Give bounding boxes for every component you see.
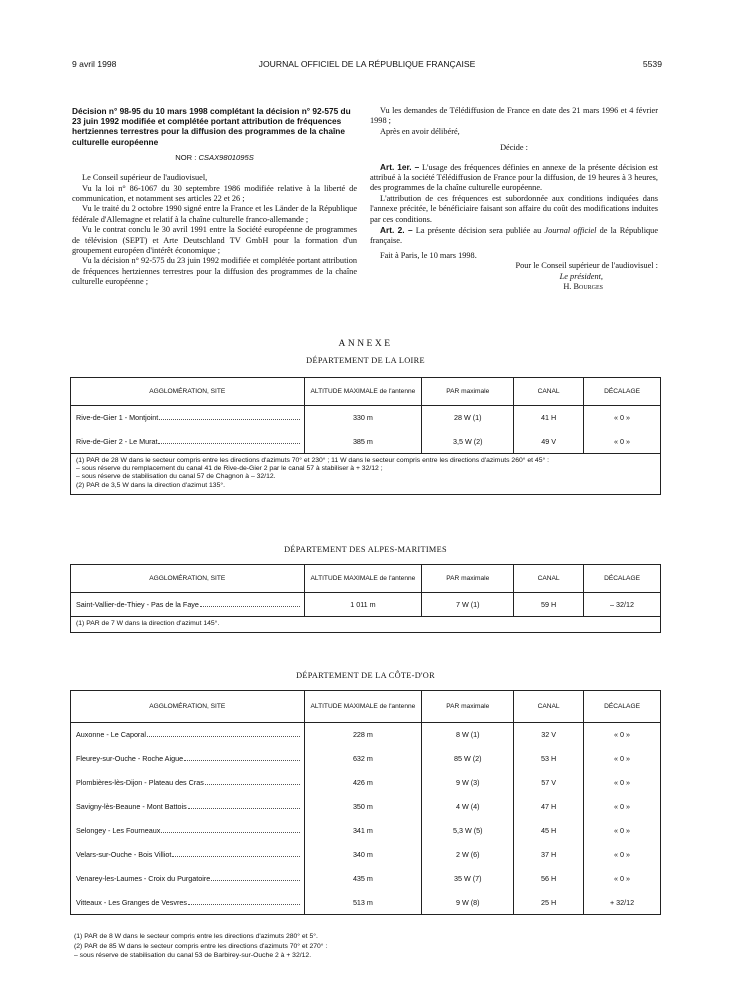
- table-loire: [70, 377, 661, 495]
- col-par-header: PAR maximale: [422, 565, 514, 593]
- par-cell: 3,5 W (2): [422, 430, 514, 454]
- col-par-header: PAR maximale: [422, 378, 514, 406]
- altitude-cell: 435 m: [304, 867, 422, 891]
- note: (2) PAR de 85 W dans le secteur compris entre les directions d'azimuts 70° et 270° :: [74, 942, 328, 950]
- col-altitude-header: ALTITUDE MAXIMALE de l'antenne: [304, 565, 422, 593]
- canal-cell: 59 H: [514, 593, 584, 617]
- note: – sous réserve de stabilisation du canal 57 de Chagnon à – 32/12.: [76, 473, 276, 481]
- decision-title: Décision n° 98-95 du 10 mars 1998 complétant la décision n° 92-575 du 23 juin 1992 modifiée et complétée portant attribution de fréquences hertziennes terrestres pour la diffusion des programmes de la chaîne culturelle européenne: [72, 106, 351, 147]
- altitude-cell: 513 m: [304, 891, 422, 915]
- dept-cote-dor-heading: DÉPARTEMENT DE LA CÔTE-D'OR: [296, 671, 435, 680]
- site-name: Velars-sur-Ouche - Bois Villiot: [76, 850, 172, 859]
- table-row: [71, 430, 661, 454]
- note: (1) PAR de 8 W dans le secteur compris entre les directions d'azimuts 280° et 5°.: [74, 933, 318, 940]
- nor-reference: [72, 153, 357, 163]
- running-head: [72, 59, 662, 71]
- page-number: 5539: [642, 59, 662, 69]
- site-name: Plombières-lès-Dijon - Plateau des Cras: [76, 778, 204, 787]
- note: – sous réserve du remplacement du canal 41 de Rive-de-Gier 2 par le canal 57 à stabiliser à + 32/12 ;: [76, 465, 383, 473]
- table-row: [71, 795, 661, 819]
- annexe-title: ANNEXE: [338, 339, 393, 349]
- visa-3: Vu le contrat conclu le 30 avril 1991 entre la Société européenne de programmes de télévision (SEPT) et Arte Deutschland TV GmbH pour la formation d'un groupement européen d'intérêt économique ;: [72, 225, 357, 256]
- canal-cell: 57 V: [514, 771, 584, 795]
- article-1: [370, 162, 658, 194]
- altitude-cell: 330 m: [304, 406, 422, 430]
- site-name: Savigny-lès-Beaune - Mont Battois: [76, 802, 187, 811]
- table-row: [71, 406, 661, 430]
- canal-cell: 41 H: [514, 406, 584, 430]
- table-row: [71, 843, 661, 867]
- col-canal-header: CANAL: [514, 691, 584, 723]
- signature-line-1: Pour le Conseil supérieur de l'audiovisuel :: [515, 261, 658, 271]
- decision-right-column: [370, 106, 658, 293]
- article-2-label: Art. 2. –: [380, 225, 413, 236]
- par-cell: 9 W (3): [422, 771, 514, 795]
- col-canal-header: CANAL: [514, 378, 584, 406]
- table-row: [71, 819, 661, 843]
- col-canal-header: CANAL: [514, 565, 584, 593]
- table-header-row: [71, 378, 661, 406]
- par-cell: 35 W (7): [422, 867, 514, 891]
- note: – sous réserve de stabilisation du canal 53 de Barbirey-sur-Ouche 2 à + 32/12.: [74, 952, 312, 960]
- article-2-journal: Journal officiel: [544, 226, 597, 236]
- table-notes: [71, 617, 661, 633]
- article-2-text-b: de la République française.: [370, 226, 659, 246]
- decalage-cell: – 32/12: [584, 593, 661, 617]
- visa-5: Vu les demandes de Télédiffusion de France en date des 21 mars 1996 et 4 février 1998 ;: [370, 106, 658, 126]
- decalage-cell: « 0 »: [584, 843, 661, 867]
- decalage-cell: « 0 »: [584, 430, 661, 454]
- canal-cell: 25 H: [514, 891, 584, 915]
- article-1-label: Art. 1er. –: [380, 161, 420, 172]
- col-altitude-header: ALTITUDE MAXIMALE de l'antenne: [304, 691, 422, 723]
- col-decalage-header: DÉCALAGE: [584, 565, 661, 593]
- canal-cell: 49 V: [514, 430, 584, 454]
- decalage-cell: « 0 »: [584, 819, 661, 843]
- col-par-header: PAR maximale: [422, 691, 514, 723]
- altitude-cell: 1 011 m: [304, 593, 422, 617]
- decalage-cell: « 0 »: [584, 771, 661, 795]
- table-row: [71, 771, 661, 795]
- dept-alpes-maritimes-heading: DÉPARTEMENT DES ALPES-MARITIMES: [284, 545, 447, 554]
- par-cell: 5,3 W (5): [422, 819, 514, 843]
- note: (1) PAR de 28 W dans le secteur compris entre les directions d'azimuts 70° et 230° ; 11 W dans le secteur compris entre les directions d'azimuts 260° et 45° :: [76, 457, 549, 464]
- table-header-row: [71, 565, 661, 593]
- visa-2: Vu le traité du 2 octobre 1990 signé entre la France et les Länder de la République fédérale d'Allemagne et relatif à la chaîne culturelle franco-allemande ;: [72, 204, 357, 224]
- par-cell: 85 W (2): [422, 747, 514, 771]
- canal-cell: 32 V: [514, 723, 584, 747]
- decalage-cell: « 0 »: [584, 406, 661, 430]
- site-name: Vitteaux - Les Granges de Vesvres: [76, 897, 187, 907]
- altitude-cell: 426 m: [304, 771, 422, 795]
- altitude-cell: 350 m: [304, 795, 422, 819]
- visa-1: Vu la loi n° 86-1067 du 30 septembre 1986 modifiée relative à la liberté de communication, et notamment ses articles 22 et 26 ;: [72, 183, 357, 204]
- decalage-cell: « 0 »: [584, 795, 661, 819]
- article-1-text-2: L'attribution de ces fréquences est subordonnée aux conditions indiquées dans l'annexe précitée, le bénéficiaire faisant son affaire du coût des modifications induites par ces conditions.: [370, 193, 658, 224]
- col-site-header: AGGLOMÉRATION, SITE: [71, 378, 305, 406]
- par-cell: 7 W (1): [422, 593, 514, 617]
- site-name: Auxonne - Le Caporal: [76, 730, 146, 740]
- cote-dor-notes: [74, 932, 327, 961]
- decision-intro: Le Conseil supérieur de l'audiovisuel,: [82, 173, 208, 183]
- fait-a-paris: Fait à Paris, le 10 mars 1998.: [380, 250, 477, 260]
- par-cell: 8 W (1): [422, 723, 514, 747]
- altitude-cell: 228 m: [304, 723, 422, 747]
- site-name: Saint-Vallier-de-Thiey - Pas de la Faye: [76, 600, 199, 609]
- note: (2) PAR de 3,5 W dans la direction d'azimut 135°.: [76, 481, 225, 489]
- table-row: [71, 723, 661, 747]
- altitude-cell: 632 m: [304, 747, 422, 771]
- par-cell: 2 W (6): [422, 843, 514, 867]
- par-cell: 9 W (8): [422, 891, 514, 915]
- nor-label: NOR :: [175, 152, 197, 162]
- col-altitude-header: ALTITUDE MAXIMALE de l'antenne: [304, 378, 422, 406]
- canal-cell: 45 H: [514, 819, 584, 843]
- col-decalage-header: DÉCALAGE: [584, 378, 661, 406]
- decalage-cell: « 0 »: [584, 747, 661, 771]
- note: (1) PAR de 7 W dans la direction d'azimut 145°.: [76, 620, 220, 627]
- signature-line-3: H. Bourges: [563, 282, 603, 292]
- site-name: Venarey-les-Laumes - Croix du Purgatoire: [76, 874, 211, 883]
- decision-left-column: [72, 106, 357, 288]
- table-alpes-maritimes: [70, 564, 661, 633]
- col-decalage-header: DÉCALAGE: [584, 691, 661, 723]
- table-cote-dor: [70, 690, 661, 915]
- canal-cell: 56 H: [514, 867, 584, 891]
- deliberation: Après en avoir délibéré,: [380, 126, 460, 136]
- decalage-cell: « 0 »: [584, 867, 661, 891]
- table-row: [71, 593, 661, 617]
- decalage-cell: + 32/12: [584, 891, 661, 915]
- header-date: 9 avril 1998: [72, 59, 117, 69]
- signature-line-2: Le président,: [559, 271, 603, 281]
- table-notes: [71, 454, 661, 495]
- site-name: Rive-de-Gier 2 - Le Murat: [76, 436, 158, 446]
- visa-4: Vu la décision n° 92-575 du 23 juin 1992 modifiée et complétée portant attribution de fréquences hertziennes terrestres pour la diffusion des programmes de la chaîne culturelle européenne ;: [72, 256, 357, 287]
- signature-block: [370, 261, 658, 292]
- par-cell: 28 W (1): [422, 406, 514, 430]
- col-site-header: AGGLOMÉRATION, SITE: [71, 691, 305, 723]
- par-cell: 4 W (4): [422, 795, 514, 819]
- table-row: [71, 747, 661, 771]
- altitude-cell: 385 m: [304, 430, 422, 454]
- article-2: [370, 225, 658, 247]
- site-name: Fleurey-sur-Ouche - Roche Aigue: [76, 754, 184, 763]
- table-row: [71, 891, 661, 915]
- col-site-header: AGGLOMÉRATION, SITE: [71, 565, 305, 593]
- decalage-cell: « 0 »: [584, 723, 661, 747]
- dept-loire-heading: DÉPARTEMENT DE LA LOIRE: [306, 356, 425, 365]
- nor-code: CSAX9801095S: [198, 152, 254, 162]
- article-1-text: L'usage des fréquences définies en annexe de la présente décision est attribué à la société Télédiffusion de France pour la diffusion, de 19 heures à 3 heures, des programmes de la chaîne culturelle européenne.: [370, 162, 658, 193]
- table-row: [71, 867, 661, 891]
- article-2-text-a: La présente décision sera publiée au: [415, 226, 542, 236]
- altitude-cell: 341 m: [304, 819, 422, 843]
- site-name: Selongey - Les Fourneaux: [76, 826, 161, 835]
- canal-cell: 37 H: [514, 843, 584, 867]
- canal-cell: 53 H: [514, 747, 584, 771]
- site-name: Rive-de-Gier 1 - Montjoint: [76, 413, 159, 423]
- altitude-cell: 340 m: [304, 843, 422, 867]
- table-header-row: [71, 691, 661, 723]
- decide-heading: Décide :: [500, 143, 528, 153]
- canal-cell: 47 H: [514, 795, 584, 819]
- journal-title: JOURNAL OFFICIEL DE LA RÉPUBLIQUE FRANÇAISE: [258, 59, 476, 69]
